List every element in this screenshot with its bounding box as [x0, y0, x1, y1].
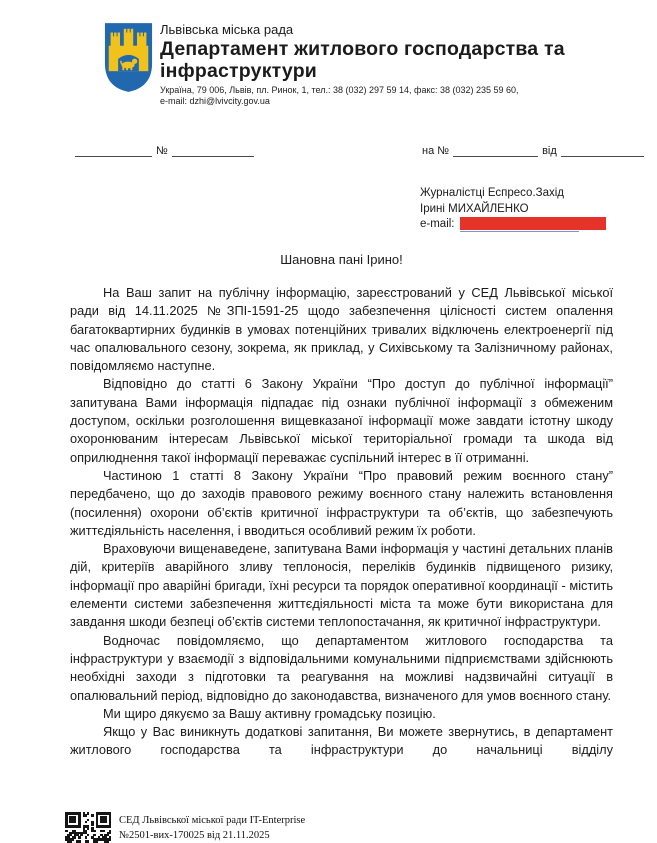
department-title-line2: інфраструктури: [160, 59, 317, 82]
department-title: [160, 39, 630, 82]
recipient-name: Ірині МИХАЙЛЕНКО: [420, 202, 529, 215]
recipient-role: Журналістці Еспресо.Захід: [420, 187, 565, 199]
recipient-email-line: [420, 217, 606, 233]
body-paragraph: Відповідно до статті 6 Закону України “Про доступ до публічної інформації” запитувана Вами інформація підпадає під ознаки публічної інформації з обмеженим доступом, оскільки розголошення вищевказаної інформації може завдати істотну шкоду охоронюваним інтересам Львівської міської територіальної громади та шкода від оприлюднення такої інформації переважає суспільний інтерес в її отриманні.: [70, 376, 613, 465]
salutation: Шановна пані Ірино!: [280, 252, 403, 267]
sed-system-line: СЕД Львівської міської ради IT-Enterprise: [119, 815, 306, 826]
org-address-line1: Україна, 79 006, Львів, пл. Ринок, 1, тел.: 38 (032) 297 59 14, факс: 38 (032) 235 59 60,: [160, 85, 519, 95]
reference-row: [0, 145, 657, 161]
na-number-label: на №: [422, 145, 450, 157]
body-paragraph: Враховуючи вищенаведене, запитувана Вами інформація у частині детальних планів дій, критеріїв аварійного зливу теплоносія, переліків будинків підвищеного ризику, інформації про аварійні бригади, їхні ресурси та порядок оперативної координації - містить елементи системи забезпечення життєдіяльності міста та може бути використана для завдання шкоди безпеці об’єктів системи теплопостачання, як критичної інфраструктури.: [70, 541, 613, 630]
parent-org-name: Львівська міська рада: [160, 22, 294, 37]
org-address-line2: e-mail: dzhi@lvivcity.gov.ua: [160, 96, 270, 106]
lviv-coat-of-arms-icon: [104, 21, 153, 94]
body-paragraph: Частиною 1 статті 8 Закону України “Про правовий режим воєнного стану” передбачено, що до заходів правового режиму воєнного стану належить встановлення (посилення) охорони об’єктів критичної інфраструктури та об’єктів, що забезпечують життєдіяльність населення, і вводиться особливий режим їх роботи.: [70, 467, 613, 538]
incoming-number-blank: [453, 145, 538, 157]
outgoing-date-blank: [75, 145, 152, 157]
number-sign: №: [156, 145, 168, 157]
org-address: [160, 85, 630, 107]
recipient-block: [420, 186, 606, 233]
body-paragraph: На Ваш запит на публічну інформацію, зареєстрований у СЕД Львівської міської ради від 14.11.2025 №ЗПІ-1591-25 щодо забезпечення цілісності систем опалення багатоквартирних будинків в умовах потенційних тривалих відключень електроенергії під час опалювального сезону, зокрема, як приклад, у Сихівському та Залізничному районах, повідомляємо наступне.: [70, 285, 613, 374]
email-redaction-box: [460, 217, 606, 230]
vid-label: від: [542, 145, 557, 157]
registration-stamp: [119, 812, 305, 843]
registration-number-line: №2501-вих-170025 від 21.11.2025: [119, 830, 270, 841]
letterhead: [160, 22, 630, 107]
letter-body: [70, 284, 613, 760]
email-label: e-mail:: [420, 218, 455, 230]
body-paragraph: Якщо у Вас виникнуть додаткові запитання, Ви можете звернутись, в департамент житлового господарства та інфраструктури до начальниці відділу: [70, 724, 613, 758]
qr-code-icon: [65, 812, 111, 843]
incoming-date-blank: [561, 145, 644, 157]
body-paragraph: Водночас повідомляємо, що департаментом житлового господарства та інфраструктури у взаємодії з відповідальними комунальними підприємствами здійснюють необхідні заходи з підготовки та реагування на можливі надзвичайні ситуації в опалювальний період, відповідно до законодавства, визначеного для умов воєнного стану.: [70, 632, 613, 703]
body-paragraph: Ми щиро дякуємо за Вашу активну громадську позицію.: [103, 705, 436, 721]
registration-footer: [65, 812, 305, 843]
department-title-line1: Департамент житлового господарства та: [160, 38, 565, 60]
outgoing-number-blank: [172, 145, 254, 157]
incoming-ref: [418, 145, 644, 157]
outgoing-ref: [75, 145, 254, 157]
